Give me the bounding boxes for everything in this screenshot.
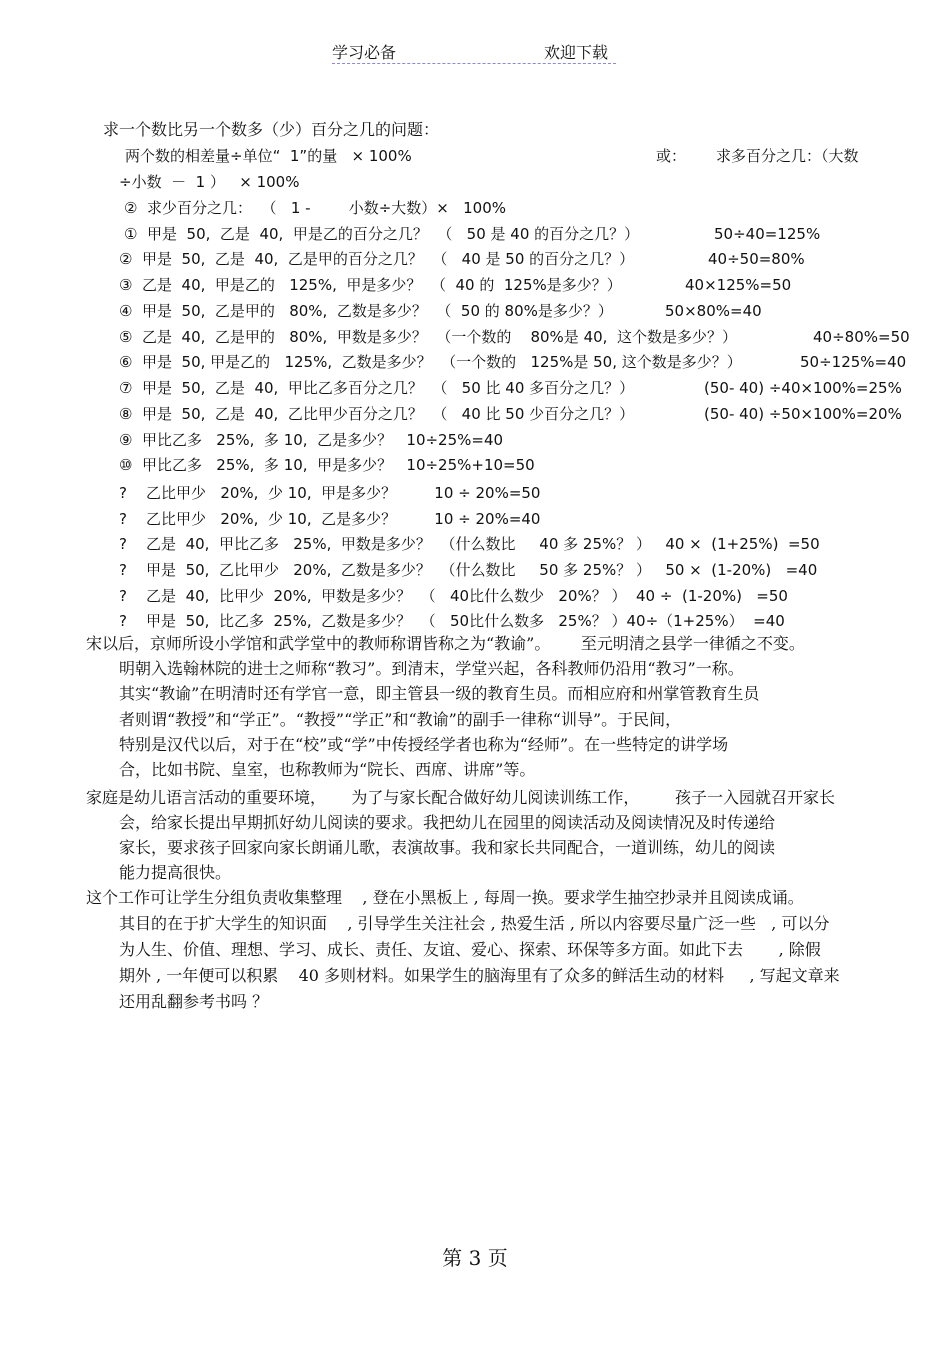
section-title: 求一个数比另一个数多（少）百分之几的问题： xyxy=(103,120,440,139)
problem-8-answer: (50- 40) ÷50×100%=20% xyxy=(704,405,902,423)
problem-5: ⑤ 乙是 40, 乙是甲的 80%, 甲数是多少？ （一个数的 80%是 40, 这个数是多少？） xyxy=(119,328,737,346)
problem-2: ② 甲是 50, 乙是 40, 乙是甲的百分之几？ （ 40 是 50 的百分之几？） xyxy=(119,250,635,268)
problem-12: ? 乙比甲少 20%, 少 10, 乙是多少？ 10 ÷ 20%=40 xyxy=(119,510,541,528)
problem-1: ① 甲是 50, 乙是 40, 甲是乙的百分之几？ （ 50 是 40 的百分之几？） xyxy=(124,225,640,243)
problem-13: ? 乙是 40, 甲比乙多 25%, 甲数是多少？ （什么数比 40 多 25%？ ） 40 × (1+25%) =50 xyxy=(119,535,820,553)
problem-7: ⑦ 甲是 50, 乙是 40, 甲比乙多百分之几？ （ 50 比 40 多百分之几？） xyxy=(119,379,635,397)
para1-line-2: 明朝入选翰林院的进士之师称“教习”。到清末，学堂兴起，各科教师仍沿用“教习”一称。 xyxy=(119,659,744,678)
problem-8: ⑧ 甲是 50, 乙是 40, 乙比甲少百分之几？ （ 40 比 50 少百分之几？） xyxy=(119,405,635,423)
problem-6-answer: 50÷125%=40 xyxy=(800,353,907,371)
problem-5-answer: 40÷80%=50 xyxy=(813,328,910,346)
formula-line-2: ÷小数 － 1 ） × 100% xyxy=(119,173,300,191)
para2-line-1: 家庭是幼儿语言活动的重要环境， 为了与家长配合做好幼儿阅读训练工作， 孩子一入园就召开家长 xyxy=(86,788,836,807)
para2-line-2: 会，给家长提出早期抓好幼儿阅读的要求。我把幼儿在园里的阅读活动及阅读情况及时传递给 xyxy=(119,813,776,832)
para2-line-3: 家长，要求孩子回家向家长朗诵儿歌，表演故事。我和家长共同配合，一道训练，幼儿的阅读 xyxy=(119,838,776,857)
problem-11: ? 乙比甲少 20%, 少 10, 甲是多少？ 10 ÷ 20%=50 xyxy=(119,484,541,502)
para3-line-5: 还用乱翻参考书吗 ？ xyxy=(119,992,269,1011)
problem-4: ④ 甲是 50, 乙是甲的 80%, 乙数是多少？ （ 50 的 80%是多少？） xyxy=(119,302,613,320)
page-number: 第 3 页 xyxy=(442,1246,508,1270)
problem-7-answer: (50- 40) ÷40×100%=25% xyxy=(704,379,902,397)
problem-10: ⑩ 甲比乙多 25%, 多 10, 甲是多少？ 10÷25%+10=50 xyxy=(119,456,535,474)
para1-line-4: 者则谓“教授”和“学正”。“教授”“学正”和“教谕”的副手一律称“训导”。于民间， xyxy=(119,710,682,729)
problem-15: ? 乙是 40, 比甲少 20%, 甲数是多少？ （ 40比什么数少 20%？ ） 40 ÷ (1-20%) =50 xyxy=(119,587,788,605)
problem-3: ③ 乙是 40, 甲是乙的 125%, 甲是多少？ （ 40 的 125%是多少？） xyxy=(119,276,622,294)
para2-line-4: 能力提高很快。 xyxy=(119,863,232,882)
problem-1-answer: 50÷40=125% xyxy=(714,225,821,243)
formula-line-1b: 或： xyxy=(656,147,687,165)
problem-14: ? 甲是 50, 乙比甲少 20%, 乙数是多少？ （什么数比 50 多 25%？ ） 50 × (1-20%) =40 xyxy=(119,561,818,579)
formula-line-3: ② 求少百分之几： （ 1 - 小数÷大数）× 100% xyxy=(124,199,507,217)
para3-line-4: 期外 , 一年便可以积累 40 多则材料。如果学生的脑海里有了众多的鲜活生动的材料 , 写起文章来 xyxy=(119,966,840,985)
problem-4-answer: 50×80%=40 xyxy=(665,302,762,320)
para1-line-3: 其实“教谕”在明清时还有学官一意，即主管县一级的教育生员。而相应府和州掌管教育生员 xyxy=(119,684,760,703)
para3-line-3: 为人生、价值、理想、学习、成长、责任、友谊、爱心、探索、环保等多方面。如此下去 , 除假 xyxy=(119,940,821,959)
header-left: 学习必备 xyxy=(332,43,397,62)
problem-2-answer: 40÷50=80% xyxy=(708,250,805,268)
problem-9: ⑨ 甲比乙多 25%, 多 10, 乙是多少？ 10÷25%=40 xyxy=(119,431,504,449)
header-right: 欢迎下载 xyxy=(544,43,609,62)
header-divider xyxy=(332,63,616,64)
problem-6: ⑥ 甲是 50, 甲是乙的 125%, 乙数是多少？ （一个数的 125%是 50, 这个数是多少？） xyxy=(119,353,742,371)
formula-line-1c: 求多百分之几：（大数 xyxy=(716,147,859,165)
para1-line-6: 合，比如书院、皇室，也称教师为“院长、西席、讲席”等。 xyxy=(119,760,536,779)
problem-16: ? 甲是 50, 比乙多 25%, 乙数是多少？ （ 50比什么数多 25%？ ）40÷（1+25%） =40 xyxy=(119,612,785,630)
para3-line-2: 其目的在于扩大学生的知识面 , 引导学生关注社会 , 热爱生活 , 所以内容要尽量广泛一些 , 可以分 xyxy=(119,914,830,933)
problem-3-answer: 40×125%=50 xyxy=(685,276,792,294)
para1-line-5: 特别是汉代以后，对于在“校”或“学”中传授经学者也称为“经师”。在一些特定的讲学场 xyxy=(119,735,729,754)
formula-line-1a: 两个数的相差量÷单位“ 1”的量 × 100% xyxy=(125,147,412,165)
para1-line-1: 宋以后，京师所设小学馆和武学堂中的教师称谓皆称之为“教谕”。 至元明清之县学一律循之不变。 xyxy=(86,634,805,653)
para3-line-1: 这个工作可让学生分组负责收集整理 , 登在小黑板上 , 每周一换。要求学生抽空抄录并且阅读成诵。 xyxy=(86,888,804,907)
